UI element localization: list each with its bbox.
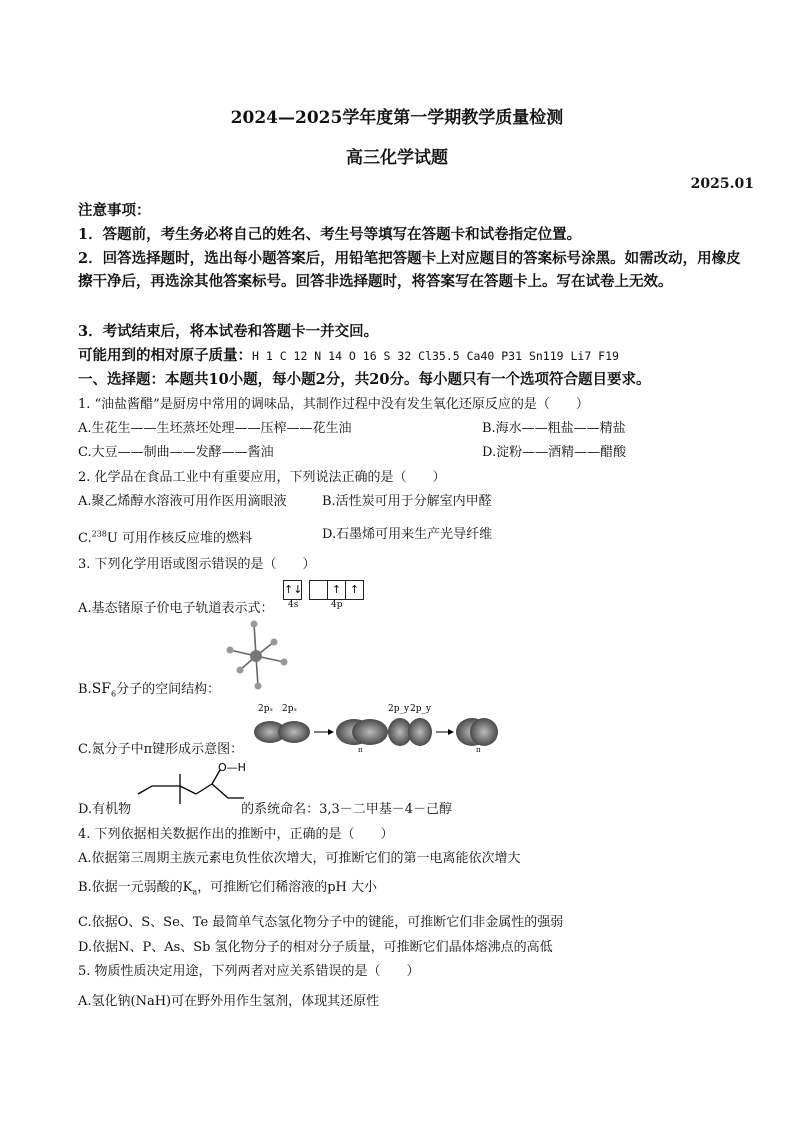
q1-row-ab (78, 420, 758, 438)
notice-item-1: 1．答题前，考生务必将自己的姓名、考生号等填写在答题卡和试卷指定位置。 (78, 226, 582, 243)
orb-label-2py-1: 2p_y (388, 704, 410, 714)
orb-label-2px-2: 2pₓ (282, 704, 298, 714)
atomic-mass-values: H 1 C 12 N 14 O 16 S 32 Cl35.5 Ca40 P31 Sn119 Li7 F19 (252, 349, 619, 363)
pi-bond-diagram (250, 700, 500, 754)
orb-label-2px-1: 2pₓ (258, 704, 274, 714)
orbital-diagram (283, 580, 373, 614)
q4-option-d[interactable]: D.依据N、P、As、Sb 氢化物分子的相对分子质量，可推断它们晶体熔沸点的高低 (78, 940, 553, 955)
q1-stem: 1. “油盐酱醋”是厨房中常用的调味品，其制作过程中没有发生氧化还原反应的是（ ） (78, 397, 589, 412)
q1-option-c[interactable]: C.大豆——制曲——发酵——酱油 (78, 445, 274, 460)
q1-option-b[interactable]: B.海水——粗盐——精盐 (482, 421, 626, 436)
exam-title: 2024—2025学年度第一学期教学质量检测 (230, 108, 564, 128)
orbital-4p-label: 4p (331, 600, 343, 610)
q3-option-b[interactable]: $B.SF_6$分子的空间结构： (78, 681, 221, 699)
notice-item-2: 2．回答选择题时，选出每小题答案后，用铅笔把答题卡上对应题目的答案标号涂黑。如需改动，用橡皮擦干净后，再选涂其他答案标号。回答非选择题时，将答案写在答题卡上。写在试卷上无效。 (78, 250, 741, 290)
orbital-4s-box: ↑↓ (283, 580, 302, 600)
q1-option-d[interactable]: D.淀粉——酒精——醋酸 (482, 445, 627, 460)
hydroxyl-label: O—H (218, 761, 246, 774)
section-1-heading: 一、选择题：本题共10小题，每小题2分，共20分。每小题只有一个选项符合题目要求。 (78, 371, 651, 388)
q5-stem: 5. 物质性质决定用途，下列两者对应关系错误的是（ ） (78, 964, 420, 979)
q4-option-a[interactable]: A.依据第三周期主族元素电负性依次增大，可推断它们的第一电离能依次增大 (78, 851, 521, 866)
orb-label-2py-2: 2p_y (410, 704, 432, 714)
q3-option-c[interactable]: C.氮分子中π键形成示意图： (78, 742, 244, 757)
q2-row-ab (78, 493, 758, 511)
q3-stem: 3. 下列化学用语或图示错误的是（ ） (78, 557, 316, 572)
q2-option-a[interactable]: A.聚乙烯醇水溶液可用作医用滴眼液 (78, 494, 287, 509)
atomic-mass-line (78, 344, 748, 368)
pi-label-2: π (476, 746, 481, 754)
orbital-4p-box: ↑ ↑ (309, 580, 364, 600)
q2-option-d[interactable]: D.石墨烯可用来生产光导纤维 (322, 527, 493, 542)
q2-option-c[interactable]: C.$^{238}$U 可用作核反应堆的燃料 (78, 530, 253, 547)
q3-option-a[interactable]: A.基态锗原子价电子轨道表示式： (78, 601, 274, 616)
notice-item-3: 3．考试结束后，将本试卷和答题卡一并交回。 (78, 323, 379, 340)
notice-heading: 注意事项： (78, 202, 151, 219)
q1-row-cd (78, 444, 758, 462)
q5-option-a[interactable]: A.氢化钠(NaH)可在野外用作生氢剂，体现其还原性 (78, 994, 380, 1009)
q2-row-cd (78, 526, 758, 548)
q1-option-a[interactable]: A.生花生——生坯蒸坯处理——压榨——花生油 (78, 421, 352, 436)
q2-stem: 2. 化学品在食品工业中有重要应用，下列说法正确的是（ ） (78, 470, 446, 485)
exam-date: 2025.01 (690, 176, 754, 192)
q4-option-b[interactable]: B.依据一元弱酸的$K_a$，可推断它们稀溶液的pH 大小 (78, 880, 377, 897)
q4-stem: 4. 下列依据相关数据作出的推断中，正确的是（ ） (78, 827, 394, 842)
pi-label-1: π (358, 746, 363, 754)
q3-option-d[interactable]: D.有机物 的系统命名：3,3－二甲基－4－己醇 (78, 802, 453, 817)
sf6-structure-image (218, 618, 298, 690)
exam-subtitle: 高三化学试题 (346, 148, 448, 168)
q4-option-c[interactable]: C.依据O、S、Se、Te 最简单气态氢化物分子中的键能，可推断它们非金属性的强弱 (78, 915, 564, 930)
q2-option-b[interactable]: B.活性炭可用于分解室内甲醛 (322, 494, 492, 509)
atomic-mass-label: 可能用到的相对原子质量： (78, 347, 252, 364)
orbital-4s-label: 4s (288, 600, 299, 610)
